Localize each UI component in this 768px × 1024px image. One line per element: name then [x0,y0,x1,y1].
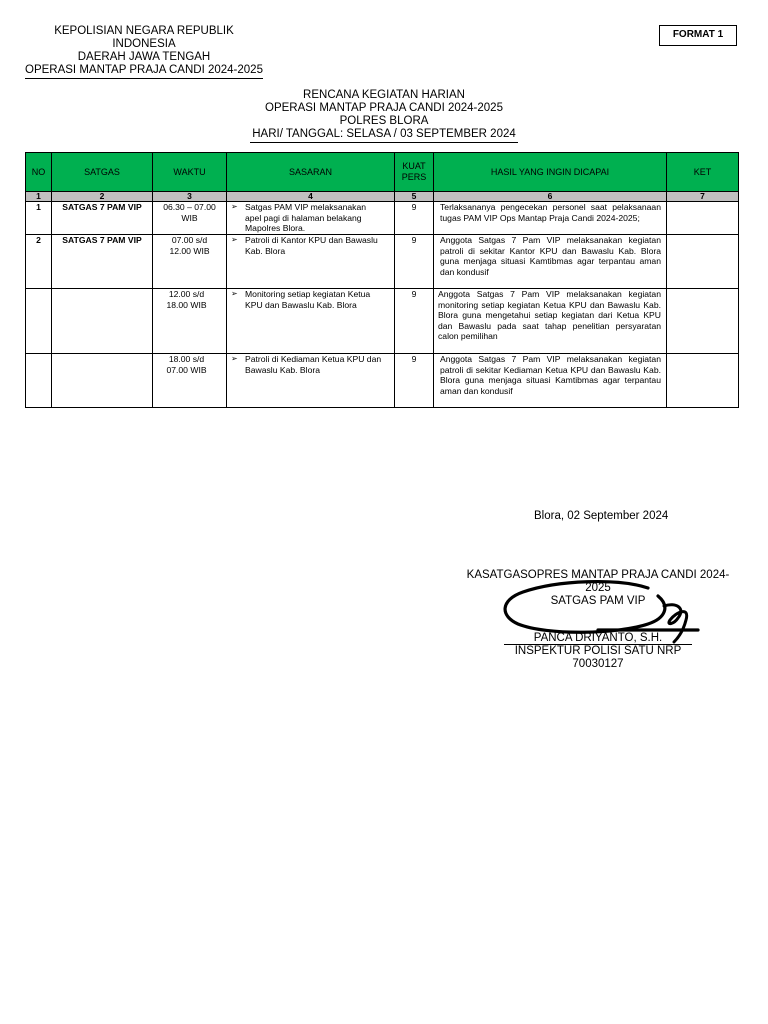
cell-ket [667,202,739,235]
col-header-waktu: WAKTU [153,153,227,192]
cell-hasil: Terlaksananya pengecekan personel saat pelaksanaan tugas PAM VIP Ops Mantap Praja Candi 2024-2025; [434,202,667,235]
cell-no: 1 [26,202,52,235]
signatory-name: PANCA DRIYANTO, S.H. [504,632,692,645]
cell-satgas [52,289,153,354]
cell-waktu-text: 18.00 s/d 07.00 WIB [166,354,207,375]
cell-waktu [153,202,227,235]
bullet-arrow-icon: ➢ [231,202,238,211]
col-header-hasil: HASIL YANG INGIN DICAPAI [434,153,667,192]
cell-kuat-pers: 9 [395,235,434,289]
table-row [26,235,739,289]
cell-satgas: SATGAS 7 PAM VIP [52,202,153,235]
cell-ket [667,289,739,354]
col-header-ket: KET [667,153,739,192]
agency-line-3: OPERASI MANTAP PRAJA CANDI 2024-2025 [25,64,263,79]
col-number: 1 [26,192,52,202]
format-label: FORMAT 1 [659,25,737,46]
title-line-1: RENCANA KEGIATAN HARIAN [303,89,465,101]
title-line-2: OPERASI MANTAP PRAJA CANDI 2024-2025 [265,102,503,114]
cell-ket [667,354,739,408]
table-header-row [26,153,739,192]
signatory-title-line-1: KASATGASOPRES MANTAP PRAJA CANDI 2024-2025 [466,569,730,594]
column-number-row [26,192,739,202]
cell-no [26,354,52,408]
col-number: 5 [395,192,434,202]
agency-line-2: DAERAH JAWA TENGAH [77,51,211,63]
col-header-no: NO [26,153,52,192]
cell-waktu-text: 07.00 s/d 12.00 WIB [169,235,210,256]
cell-waktu [153,354,227,408]
col-number: 3 [153,192,227,202]
agency-header [25,25,263,79]
signatory-block [492,632,704,671]
cell-sasaran [227,354,395,408]
place-date: Blora, 02 September 2024 [534,510,669,522]
cell-sasaran-text: Patroli di Kediaman Ketua KPU dan Bawaslu Kab. Blora [245,354,382,375]
table-row [26,354,739,408]
col-header-satgas: SATGAS [52,153,153,192]
col-number: 7 [667,192,739,202]
cell-no [26,289,52,354]
cell-kuat-pers: 9 [395,354,434,408]
cell-waktu-text: 06.30 – 07.00 WIB [163,202,216,223]
cell-sasaran-text: Patroli di Kantor KPU dan Bawaslu Kab. Blora [245,235,378,256]
cell-ket [667,235,739,289]
col-number: 6 [434,192,667,202]
bullet-arrow-icon: ➢ [231,235,238,244]
table-row [26,202,739,235]
cell-sasaran-text: Monitoring setiap kegiatan Ketua KPU dan Bawaslu Kab. Blora [245,289,371,310]
bullet-arrow-icon: ➢ [231,354,238,363]
col-header-kuat-pers: KUAT PERS [395,153,434,192]
agency-line-1: KEPOLISIAN NEGARA REPUBLIK INDONESIA [54,25,234,50]
col-number: 4 [227,192,395,202]
title-line-3: POLRES BLORA [339,115,429,127]
document-title [0,89,768,143]
col-header-sasaran: SASARAN [227,153,395,192]
cell-sasaran-text: Satgas PAM VIP melaksanakan apel pagi di halaman belakang Mapolres Blora. [245,202,367,233]
cell-satgas [52,354,153,408]
cell-kuat-pers: 9 [395,289,434,354]
cell-sasaran [227,289,395,354]
table-row [26,289,739,354]
signatory-title-line-2: SATGAS PAM VIP [550,595,646,607]
cell-waktu [153,235,227,289]
cell-hasil: Anggota Satgas 7 Pam VIP melaksanakan kegiatan patroli di sekitar Kediaman Ketua KPU dan Bawaslu Kab. Blora guna menjaga situasi Kamtibmas agar terpantau aman dan kondusif [434,354,667,408]
cell-sasaran [227,202,395,235]
cell-waktu [153,289,227,354]
title-date-line: HARI/ TANGGAL: SELASA / 03 SEPTEMBER 2024 [250,128,518,143]
activity-table [25,152,739,408]
bullet-arrow-icon: ➢ [231,289,238,298]
cell-sasaran [227,235,395,289]
cell-no: 2 [26,235,52,289]
cell-kuat-pers: 9 [395,202,434,235]
signatory-rank: INSPEKTUR POLISI SATU NRP 70030127 [514,645,682,670]
cell-hasil: Anggota Satgas 7 Pam VIP melaksanakan kegiatan patroli di sekitar Kantor KPU dan Bawaslu Kab. Blora guna menjaga situasi Kamtibmas agar terpantau aman dan kondusif [434,235,667,289]
cell-satgas: SATGAS 7 PAM VIP [52,235,153,289]
col-number: 2 [52,192,153,202]
cell-waktu-text: 12.00 s/d 18.00 WIB [166,289,207,310]
cell-hasil: Anggota Satgas 7 Pam VIP melaksanakan kegiatan monitoring setiap kegiatan Ketua KPU dan Bawaslu Kab. Blora guna mengetahui setiap kegiatan dari Ketua KPU dan Bawaslu pada saat tahap penelitian persyaratan calon pemilihan [434,289,667,354]
